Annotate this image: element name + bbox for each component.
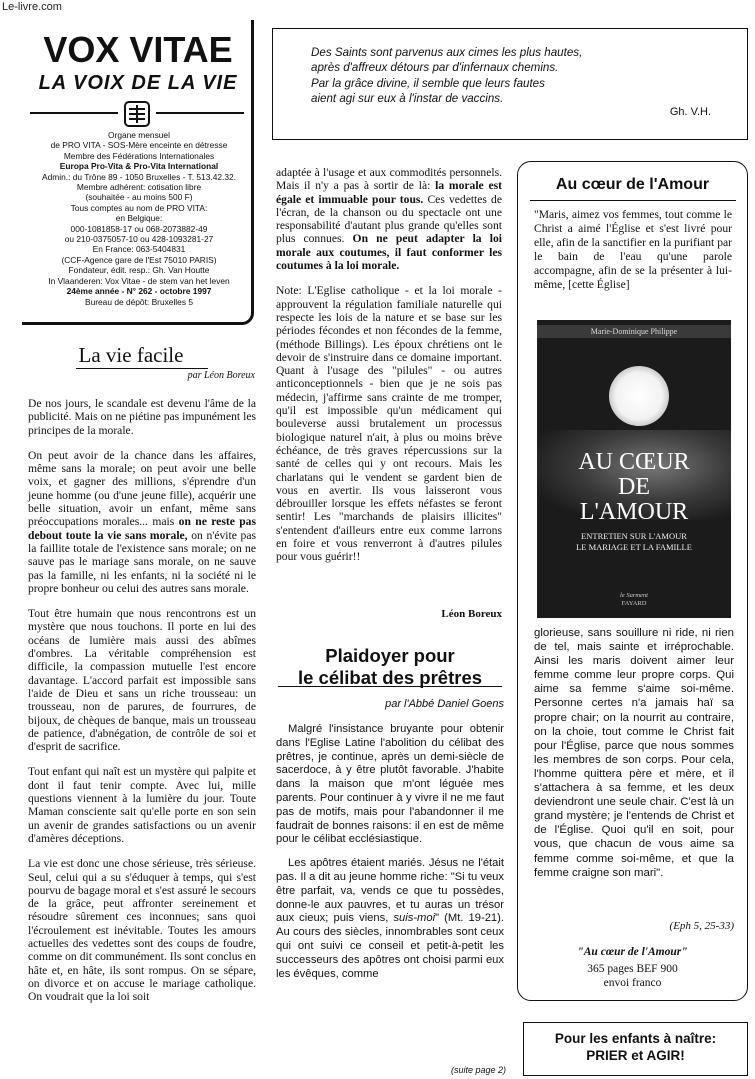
masthead-info-line: (souhaitée - au moins 500 F) (85, 192, 193, 203)
text-run: On peut avoir de la chance dans les affaires, même sans la morale; on peut avoir une belle voix, et gagner des millions, s'éprendre d'un jeune homme (ou d'une jeune fille), acquérir une belle situation, avoir un enfant, même sans préoccupations morales... mais (28, 448, 256, 529)
paragraph (28, 857, 256, 1003)
book-shipping: envoi franco (603, 977, 662, 989)
text-run: On ne peut adapter la loi morale aux coutumes, il faut conformer les coutumes à la loi morale. (276, 232, 502, 273)
book-info (517, 962, 748, 990)
masthead-info (26, 130, 252, 307)
title-line: Plaidoyer pour (325, 645, 455, 666)
masthead-subtitle: LA VOIX DE LA VIE (38, 72, 238, 94)
text-run: Note: L'Eglise catholique - et la loi morale - approuvent la régulation familiale naturelle qui respecte les lois de la nature et se base sur les périodes fécondes et non fécondes de la femme, (méthode Billings). Les époux chrétiens ont le devoir de s'instruire dans ce domaine important. Quant à l'usage des "pilules" - ou autres anticonceptionnels - bien que je ne sois pas médecin, j'affirme sans crainte de me tromper, qu'il est impossible qu'un médicament qui bouleverse aussi brutalement un processus biologique naturel n'ait, à plus ou moins brève échéance, de très graves répercussions sur la santé de celles qui y ont recours. Mais les charlatans qui le vendent se gardent bien de vous en avertir. Ils vous laisseront vous débrouiller lorsque les effets néfastes se feront sentir! Les "marchands de plaisirs illicites" s'entendent d'ailleurs entre eux comme larrons en foire et vous renverront à d'autres pilules pour vous guérir!! (276, 284, 502, 564)
masthead-info-line: Membre adhérent: cotisation libre (76, 182, 202, 193)
article-title-plaidoyer (270, 645, 510, 689)
masthead-info-line: Admin.: du Trône 89 - 1050 Bruxelles - T. 513.42.32. (42, 171, 236, 182)
pray-box-text (523, 1030, 748, 1064)
quote-line: Par la grâce divine, il semble que leurs fautes (311, 76, 545, 90)
text-run: Tout enfant qui naît est un mystère qui palpite et dont il faut tenir compte. Avec lui, mille questions viennent à la lumière du jour. Toute Maman consciente sait qu'elle porte en son sein un avenir de grandes satisfactions ou un avenir d'amères déceptions. (28, 765, 256, 845)
text-run: Ces vedettes de l'écran, de la chanson ou du spectacle ont une responsabilité d'autant plus grande qu'elles sont plus connues. (276, 192, 502, 246)
quote-line: après d'affreux détours par d'infernaux chemins. (311, 61, 559, 75)
book-cover-subtitle (537, 531, 731, 553)
masthead-info-line: de PRO VITA - SOS-Mère enceinte en détresse (50, 140, 228, 151)
quote-text (311, 45, 711, 107)
article-title-vie-facile: La vie facile (78, 343, 184, 367)
bible-reference: (Eph 5, 25-33) (669, 920, 734, 932)
article-byline: par l'Abbé Daniel Goens (385, 698, 504, 710)
book-subtitle-line: ENTRETIEN SUR L'AMOUR (581, 531, 687, 541)
text-run: Malgré l'insistance bruyante pour obtenir dans l'Eglise Latine l'abolition du célibat des prêtres, je continue, après un demi-siècle de sacerdoce, à y être plutôt favorable. J'habite dans la maison que m'ont léguée mes parents. Pour continuer à y vivre il ne me faut pas de motifs, mais pour l'abandonner il me faudrait de bonnes raisons: il en est de même pour le célibat ecclésiastique. (276, 723, 504, 846)
paragraph (276, 857, 504, 981)
article-signature: Léon Boreux (441, 608, 502, 620)
pro-vita-logo-icon (118, 100, 156, 128)
paragraph (276, 284, 502, 563)
masthead-box (22, 20, 254, 325)
text-run: on n'évite pas la faillite totale de l'existence sans morale; on ne sauve pas le mariage sans morale, on ne sauve pas la famille, ni les enfants, ni la société ni le propre bonheur ou celui des autres sans morale. (28, 528, 256, 595)
paragraph (276, 166, 502, 272)
masthead-info-line: Organe mensuel (108, 130, 170, 140)
masthead-info-line: Europa Pro-Vita & Pro-Vita International (59, 161, 219, 172)
quote-author: Gh. V.H. (669, 106, 711, 118)
article-body-continued (276, 166, 502, 576)
masthead-info-line: Tous comptes au nom de PRO VITA: (70, 202, 208, 213)
masthead-rule (156, 112, 244, 114)
masthead-info-line: (CCF-Agence gare de l'Est 75010 PARIS) (61, 254, 217, 265)
book-pages-price: 365 pages BEF 900 (587, 963, 678, 975)
paragraph (28, 449, 256, 595)
paragraph (28, 607, 256, 753)
text-run: suis-moi (393, 912, 436, 925)
masthead-info-line: En France: 063-5404831 (92, 244, 186, 255)
article-body-vie-facile (28, 397, 256, 1015)
book-cover-publisher (537, 592, 731, 608)
masthead-info-line: In Vlaanderen: Vox Vitae - de stem van het leven (48, 275, 230, 286)
amour-box-text: glorieuse, sans souillure ni ride, ni rien de tel, mais sainte et irréprochable. Ainsi les maris doivent aimer leur femme comme leur propre corps. Qui aime sa femme s'aime soi-même. Personne certes n'a jamais haï sa propre chair; on la nourrit au contraire, on la choie, tout comme le Christ fait pour l'Église, parce que nous sommes les membres de son corps. Pour cela, l'homme quittera père et mère, et il s'attachera à sa femme, et les deux deviendront une seule chair. C'est là un grand mystère; je l'entends de Christ et de l'Église. Quoi qu'il en soit, pour vous, que chacun de vous aime sa femme comme soi-même, et que la femme craigne son mari". (534, 627, 734, 879)
title-underline (278, 686, 502, 687)
book-cover-image (537, 320, 731, 618)
masthead-info-line: 000-1081858-17 ou 068-2073882-49 (70, 223, 208, 234)
quote-line: Des Saints sont parvenus aux cimes les plus hautes, (311, 46, 583, 59)
masthead-rule (30, 112, 118, 114)
book-title-line: DE (618, 474, 650, 500)
continued-note: (suite page 2) (450, 1065, 506, 1075)
masthead-info-line: en Belgique: (115, 213, 163, 224)
article-body-plaidoyer (276, 723, 504, 991)
book-title-line: AU CŒUR (578, 449, 690, 475)
book-cover-author: Marie-Dominique Philippe (537, 325, 731, 338)
amour-box-rule (530, 200, 736, 201)
quote-box (272, 28, 748, 140)
title-line: le célibat des prêtres (297, 667, 483, 688)
text-run: adaptée à l'usage et aux commodités personnels. Mais il n'y a pas à sortir de là: (276, 166, 502, 193)
text-run: on ne reste pas debout toute la vie sans morale, (28, 515, 256, 542)
publisher-line: FAYARD (621, 600, 647, 607)
text-run: " (Mt. 19-21). Au cours des siècles, innombrables sont ceux qui ont suivi ce conseil et petit-à-petit les successeurs des apôtres ont choisi parmi eux les évêques, comme (276, 912, 504, 980)
quote-line: aient agi sur eux à l'instar de vaccins. (311, 92, 504, 106)
pray-line: PRIER et AGIR! (586, 1048, 685, 1063)
masthead-info-line: Bureau de dépôt: Bruxelles 5 (84, 296, 194, 307)
book-cover-title (537, 450, 731, 525)
text-run: Les apôtres étaient mariés. Jésus ne l'était pas. Il a dit au jeune homme riche: "Si tu veux être parfait, va, vends ce que tu possèdes, donne-le aux pauvres, et tu auras un trésor aux cieux; puis viens, (276, 857, 504, 925)
moon-icon (609, 366, 669, 426)
paragraph (28, 765, 256, 845)
text-run: De nos jours, le scandale est devenu l'âme de la publicité. Mais on ne piétine pas impunément les principes de la morale. (28, 397, 256, 437)
masthead-info-line: Membre des Fédérations Internationales (63, 150, 215, 161)
masthead-title: VOX VITAE (43, 29, 233, 70)
pray-line: Pour les enfants à naître: (554, 1031, 717, 1046)
article-byline: par Léon Boreux (187, 370, 255, 381)
book-subtitle-line: LE MARIAGE ET LA FAMILLE (576, 542, 692, 552)
amour-box-title: Au cœur de l'Amour (555, 176, 710, 193)
book-name: "Au cœur de l'Amour" (577, 946, 688, 958)
text-run: La vie est donc une chose sérieuse, très sérieuse. Seul, celui qui a su s'éduquer à temps, qui s'est pourvu de bagage moral et s'est assuré le secours de la grâce, peut affronter sereinement et résoudre sûrement ces inconnues; sans quoi l'écroulement est inévitable. Toutes les amours actuelles des vedettes sont des coups de foudre, comme on dit communément. Ils sont conclus en hâte et, en hâte, ils sont rompus. On se sépare, on divorce et on accuse le mariage catholique. On voudrait que la loi soit (28, 857, 256, 1004)
text-run: la morale est égale et immuable pour tous. (276, 179, 502, 206)
paragraph (276, 723, 504, 847)
publisher-line: le Sarment (620, 592, 648, 599)
masthead-info-line: ou 210-0375057-10 ou 428-1093281-27 (64, 234, 214, 245)
site-watermark: Le-livre.com (2, 1, 62, 13)
text-run: Tout être humain que nous rencontrons est un mystère que nous touchons. Il porte en lui des océans de lumière mais aussi des abîmes d'ombres. La véritable compréhension est difficile, la compassion mutuelle l'est encore davantage. L'accord parfait est impossible sans l'aide de Dieu et sans un riche trousseau: un trousseau, non de parures, de fourrures, de bijoux, de chèques de banque, mais un trousseau de patience, d'abnégation, de contrôle de soi et d'esprit de sacrifice. (28, 607, 256, 754)
book-title-line: L'AMOUR (579, 499, 689, 525)
amour-box-quote: "Maris, aimez vos femmes, tout comme le Christ a aimé l'Église et s'est livré pour elle, afin de la sanctifier en la purifiant par le bain de l'eau qu'une parole accompagne, afin de se la présenter à lui-même, [cette Église] (534, 208, 732, 291)
masthead-info-line: Fondateur, édit. resp.: Gh. Van Houtte (68, 265, 210, 276)
title-underline (76, 368, 208, 369)
paragraph (28, 397, 256, 437)
masthead-info-line: 24ème année - N° 262 - octobre 1997 (66, 286, 212, 297)
